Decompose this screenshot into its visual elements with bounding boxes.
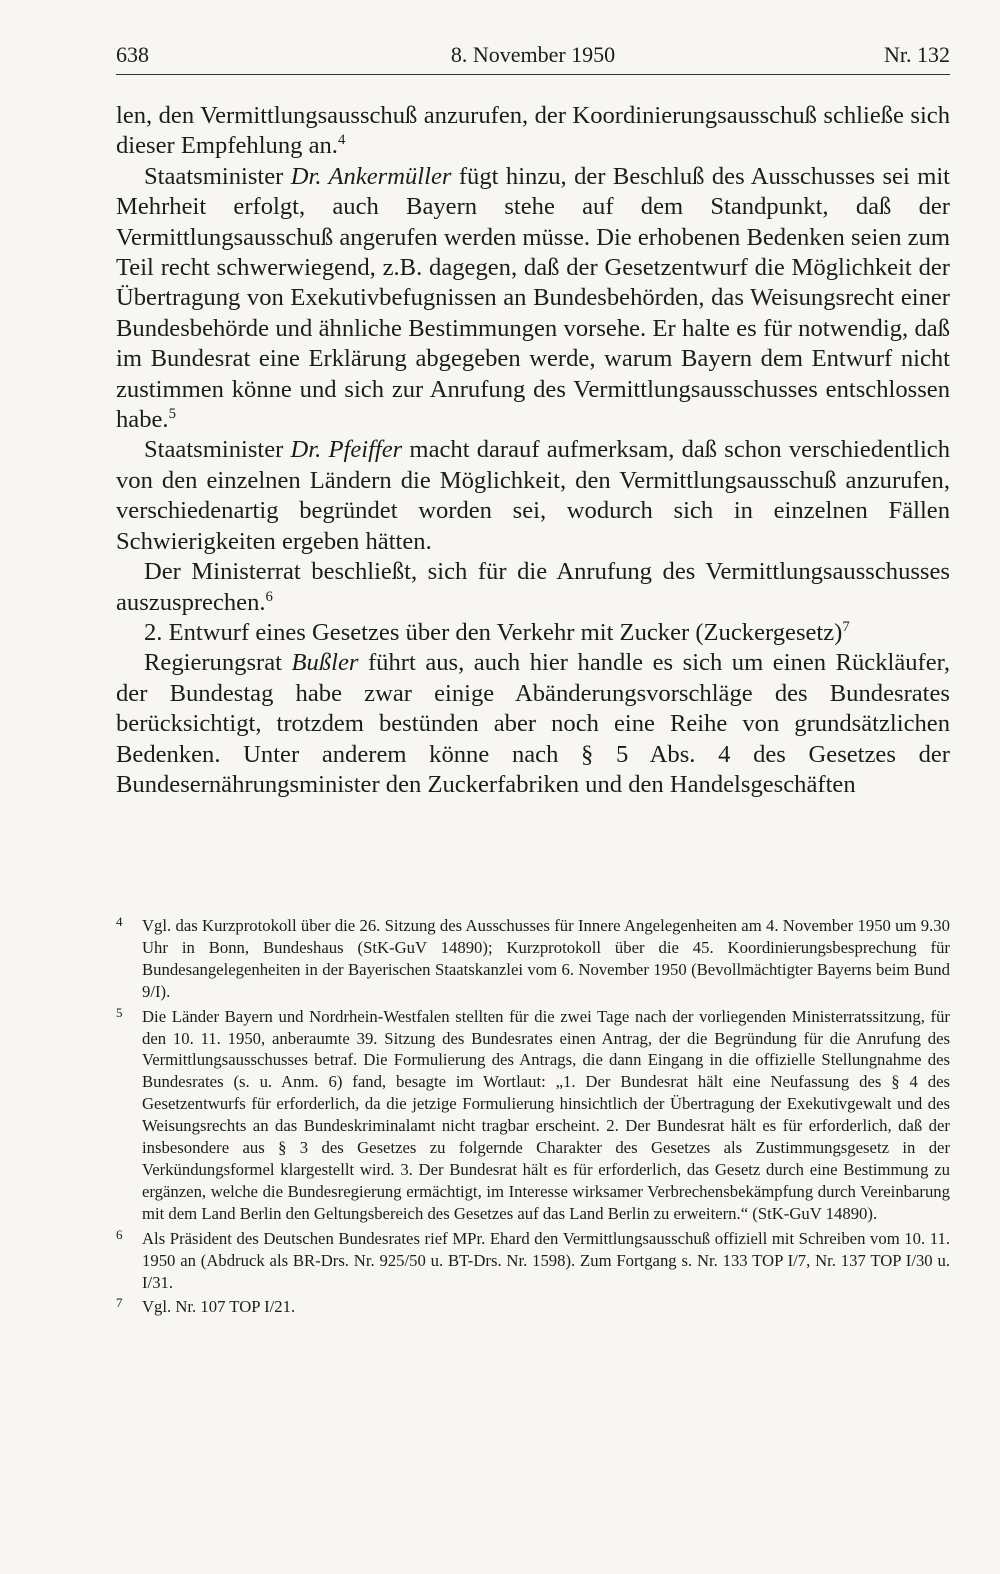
paragraph-2-lead: Staatsminister [144,162,291,190]
footnote-number: 5 [116,1004,123,1020]
header-date: 8. November 1950 [450,42,616,67]
speaker-name: Dr. Pfeiffer [290,436,403,464]
footnote [116,1296,950,1318]
paragraph-6-lead: Regierungsrat [144,649,292,677]
footnote-text: Vgl. das Kurzprotokoll über die 26. Sitzung des Ausschusses für Innere Angelegenheiten am 4. November 1950 um 9.30 Uhr in Bonn, Bundeshaus (StK-GuV 14890); Kurzprotokoll über die 45. Koordinierungsbesprechung für Bundesangelegenheiten in der Bayerischen Staatskanzlei vom 6. November 1950 (Bevollmächtigter Bayerns beim Bund 9/I). [142,916,950,1001]
footnote-ref-6[interactable]: 6 [265,588,273,605]
page-number: 638 [116,42,149,67]
footnote-ref-4[interactable]: 4 [337,132,346,149]
footnote-text: Als Präsident des Deutschen Bundesrates rief MPr. Ehard den Vermittlungsausschuß offiziell mit Schreiben vom 10. 11. 1950 an (Abdruck als BR-Drs. Nr. 925/50 u. BT-Drs. Nr. 1598). Zum Fortgang s. Nr. 133 TOP I/7, Nr. 137 TOP I/30 u. I/31. [142,1228,950,1292]
paragraph-3 [116,435,950,557]
agenda-item-text: 2. Entwurf eines Gesetzes über den Verkehr mit Zucker (Zuckergesetz) [144,618,843,646]
footnote [116,915,950,1003]
footnote-text: Vgl. Nr. 107 TOP I/21. [142,1297,296,1317]
agenda-item-heading [116,618,950,648]
footnote-number: 4 [116,914,123,929]
footnote-text: Die Länder Bayern und Nordrhein-Westfalen stellten für die zwei Tage nach der vorliegenden Ministerratssitzung, für den 10. 11. 1950, anberaumte 39. Sitzung des Bundesrates einen Antrag, der die Begründung für die Anrufung des Vermittlungsausschusses betraf. Die Formulierung des Antrags, die dann Eingang in die offizielle Stellungnahme des Bundesrates (s. u. Anm. 6) fand, besagte im Wortlaut: „1. Der Bundesrat hält eine Neufassung des § 4 des Gesetzentwurfs für erforderlich, da die jetzige Formulierung hinsichtlich der Übertragung der Exekutivgewalt und des Weisungsrechts an das Bundeskriminalamt nicht tragbar erscheint. 2. Der Bundesrat hält es für erforderlich, daß der insbesondere aus § 3 des Gesetzes zu folgernde Charakter des Gesetzes als Zustimmungsgesetz in der Verkündungsformel klargestellt wird. 3. Der Bundesrat hält es für erforderlich, das Gesetz durch eine Bestimmung zu ergänzen, welche die Bundesregierung ermächtigt, im Interesse wirksamer Verbrechensbekämpfung durch Vereinbarung mit dem Land Berlin den Geltungsbereich des Gesetzes auf das Land Berlin zu erweitern.“ (StK-GuV 14890). [142,1006,950,1223]
footnote [116,1006,950,1225]
paragraph-2-text: fügt hinzu, der Beschluß des Ausschusses sei mit Mehrheit erfolgt, auch Bayern stehe auf dem Standpunkt, daß der Vermittlungsausschuß angerufen werden müsse. Die erhobenen Bedenken seien zum Teil recht schwerwiegend, z.B. dagegen, daß der Gesetzentwurf die Möglichkeit der Übertragung von Exekutivbefugnissen an Bundesbehörden, das Weisungsrecht einer Bundesbehörde und ähnliche Bestimmungen vorsehe. Er halte es für notwendig, daß im Bundesrat eine Erklärung abgegeben werde, warum Bayern dem Entwurf nicht zustimmen könne und sich zur Anrufung des Vermittlungsausschusses entschlossen habe. [116,162,951,434]
footnote [116,1228,950,1294]
paragraph-3-text: macht darauf aufmerksam, daß schon verschiedentlich von den einzelnen Ländern die Möglichkeit, den Vermittlungsausschuß anzurufen, verschiedenartig begründet worden sei, wodurch sich in einzelnen Fällen Schwierigkeiten ergeben hätten. [116,436,951,555]
running-header [116,38,950,75]
paragraph-1-text: len, den Vermittlungsausschuß anzurufen, der Koordinierungsausschuß schließe sich dieser Empfehlung an. [116,102,950,160]
footnote-ref-7[interactable]: 7 [842,618,850,635]
paragraph-4 [116,557,950,618]
document-number: Nr. 132 [884,42,950,67]
footnotes [116,915,950,1321]
paragraph-2 [116,162,950,436]
paragraph-6 [116,648,950,800]
paragraph-1 [116,101,950,162]
speaker-name: Bußler [291,649,359,677]
paragraph-3-lead: Staatsminister [144,436,291,464]
footnote-number: 7 [116,1295,123,1311]
paragraph-4-text: Der Ministerrat beschließt, sich für die Anrufung des Vermittlungsausschusses auszusprechen. [116,558,950,616]
body-text [116,101,950,800]
footnote-number: 6 [116,1226,123,1242]
footnote-ref-5[interactable]: 5 [168,405,176,422]
speaker-name: Dr. Ankermüller [290,162,452,190]
paragraph-6-text: führt aus, auch hier handle es sich um einen Rückläufer, der Bundestag habe zwar einige Abänderungsvorschläge des Bundesrates berücksichtigt, trotzdem bestünden aber noch eine Reihe von grundsätzlichen Bedenken. Unter anderem könne nach § 5 Abs. 4 des Gesetzes der Bundesernährungsminister den Zuckerfabriken und den Handelsgeschäften [116,649,950,798]
